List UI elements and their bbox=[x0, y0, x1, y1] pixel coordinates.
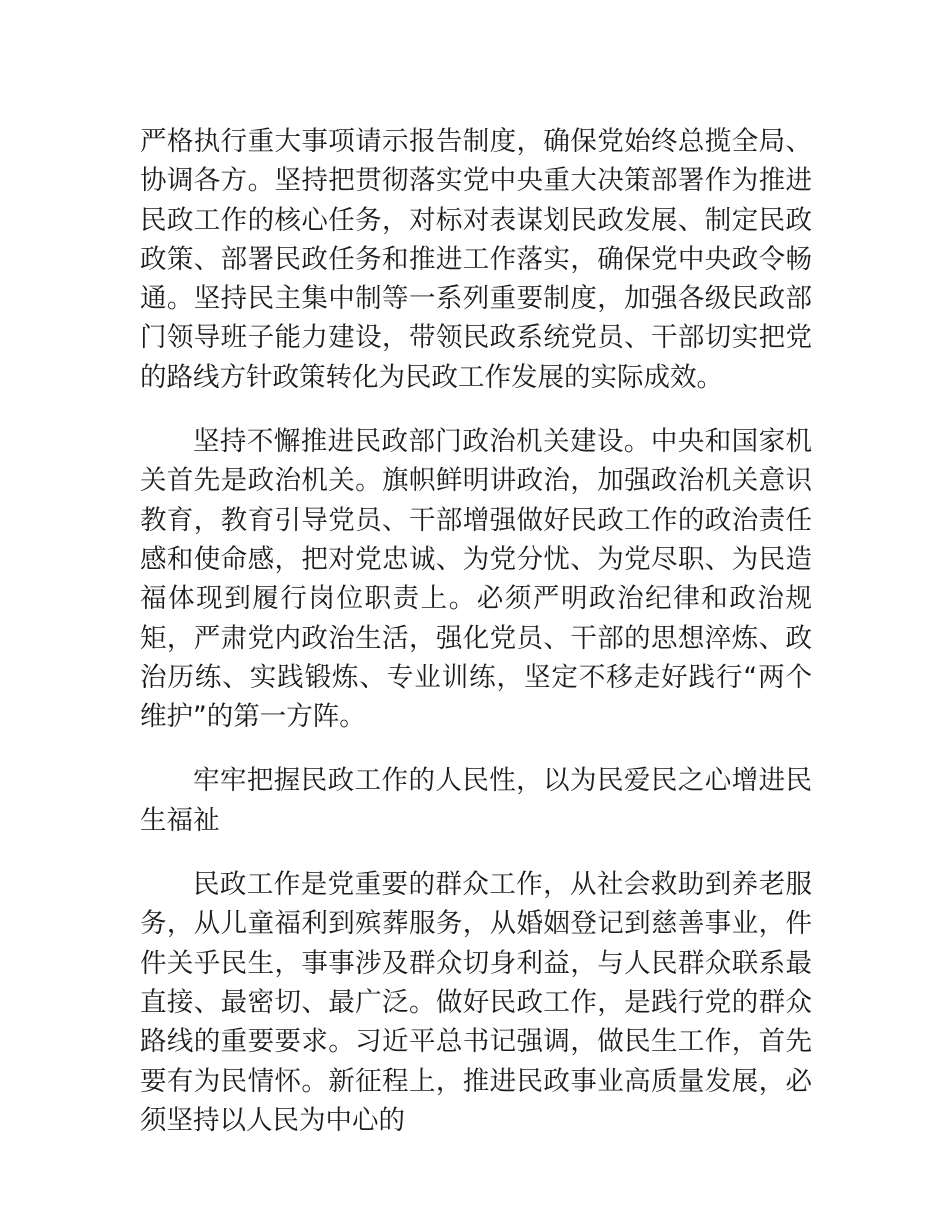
section-heading-people-oriented: 牢牢把握民政工作的人民性，以为民爱民之心增进民生福祉 bbox=[140, 765, 812, 836]
paragraph-party-leadership-continued: 严格执行重大事项请示报告制度，确保党始终总揽全局、协调各方。坚持把贯彻落实党中央重大决策部署作为推进民政工作的核心任务，对标对表谋划民政发展、制定民政政策、部署民政任务和推进工作落实，确保党中央政令畅通。坚持民主集中制等一系列重要制度，加强各级民政部门领导班子能力建设，带领民政系统党员、干部切实把党的路线方针政策转化为民政工作发展的实际成效。 bbox=[140, 126, 812, 393]
paragraph-mass-work: 民政工作是党重要的群众工作，从社会救助到养老服务，从儿童福利到殡葬服务，从婚姻登记到慈善事业，件件关乎民生，事事涉及群众切身利益，与人民群众联系最直接、最密切、最广泛。做好民政工作，是践行党的群众路线的重要要求。习近平总书记强调，做民生工作，首先要有为民情怀。新征程上，推进民政事业高质量发展，必须坚持以人民为中心的 bbox=[140, 869, 812, 1136]
paragraph-political-organ-building: 坚持不懈推进民政部门政治机关建设。中央和国家机关首先是政治机关。旗帜鲜明讲政治，加强政治机关意识教育，教育引导党员、干部增强做好民政工作的政治责任感和使命感，把对党忠诚、为党分忧、为党尽职、为民造福体现到履行岗位职责上。必须严明政治纪律和政治规矩，严肃党内政治生活，强化党员、干部的思想淬炼、政治历练、实践锻炼、专业训练，坚定不移走好践行“两个维护”的第一方阵。 bbox=[140, 426, 812, 733]
document-page bbox=[140, 122, 812, 1165]
